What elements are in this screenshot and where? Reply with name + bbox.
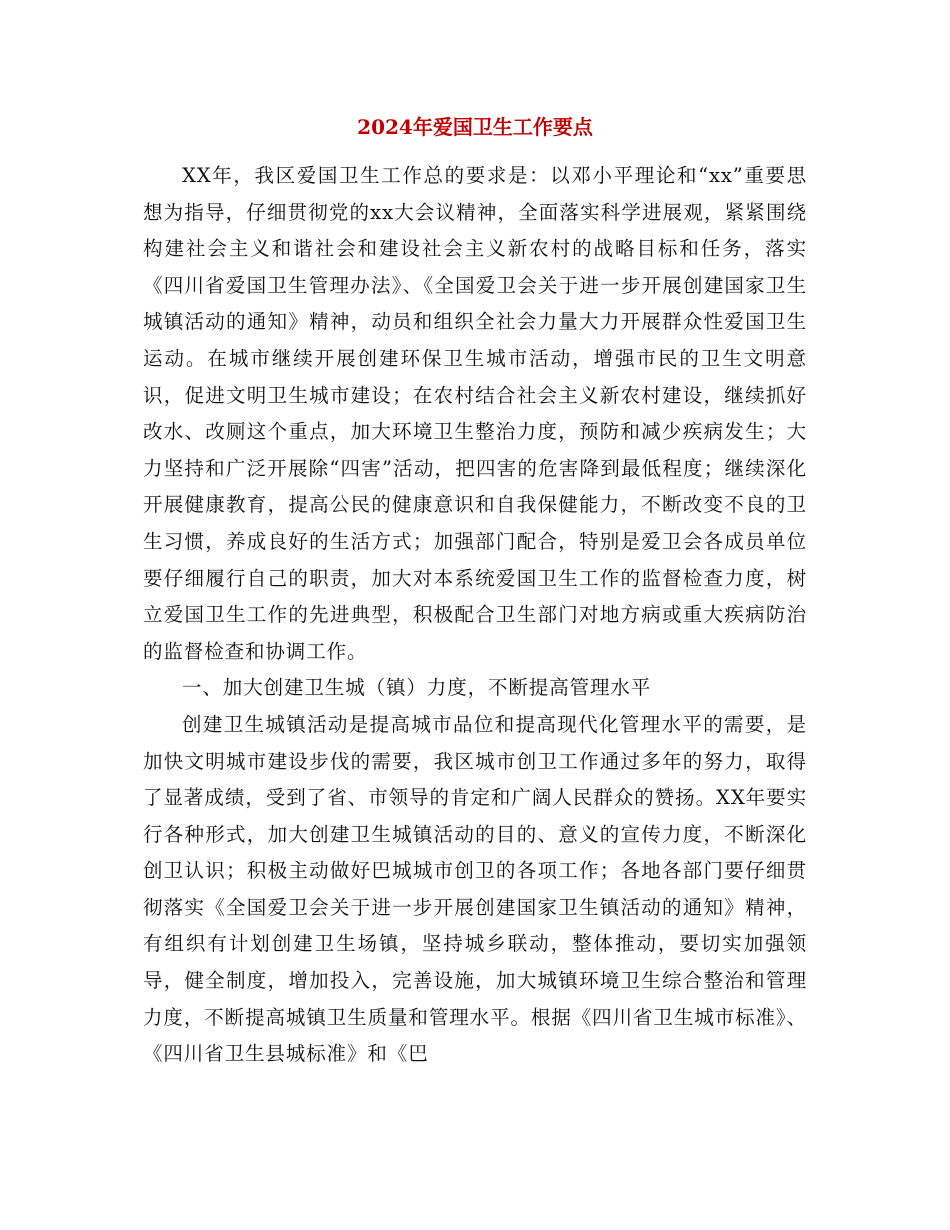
document-title: 2024年爱国卫生工作要点 [357, 115, 593, 139]
section-heading-1: 一、加大创建卫生城（镇）力度，不断提高管理水平 [182, 676, 652, 700]
section-1-paragraph: 创建卫生城镇活动是提高城市品位和提高现代化管理水平的需要，是加快文明城市建设步伐的需要，我区城市创卫工作通过多年的努力，取得了显著成绩，受到了省、市领导的肯定和广阔人民群众的赞扬。XX年要实行各种形式，加大创建卫生城镇活动的目的、意义的宣传力度，不断深化创卫认识；积极主动做好巴城城市创卫的各项工作；各地各部门要仔细贯彻落实《全国爱卫会关于进一步开展创建国家卫生镇活动的通知》精神，有组织有计划创建卫生场镇，坚持城乡联动，整体推动，要切实加强领导，健全制度，增加投入，完善设施，加大城镇环境卫生综合整治和管理力度，不断提高城镇卫生质量和管理水平。根据《四川省卫生城市标准》、《四川省卫生县城标准》和《巴 [143, 712, 807, 1066]
document-body [143, 158, 807, 1073]
intro-paragraph: XX年，我区爱国卫生工作总的要求是：以邓小平理论和“xx”重要思想为指导，仔细贯彻党的xx大会议精神，全面落实科学进展观，紧紧围绕构建社会主义和谐社会和建设社会主义新农村的战略目标和任务，落实《四川省爱国卫生管理办法》、《全国爱卫会关于进一步开展创建国家卫生城镇活动的通知》精神，动员和组织全社会力量大力开展群众性爱国卫生运动。在城市继续开展创建环保卫生城市活动，增强市民的卫生文明意识，促进文明卫生城市建设；在农村结合社会主义新农村建设，继续抓好改水、改厕这个重点，加大环境卫生整治力度，预防和减少疾病发生；大力坚持和广泛开展除“四害”活动，把四害的危害降到最低程度；继续深化开展健康教育，提高公民的健康意识和自我保健能力，不断改变不良的卫生习惯，养成良好的生活方式；加强部门配合，特别是爱卫会各成员单位要仔细履行自己的职责，加大对本系统爱国卫生工作的监督检查力度，树立爱国卫生工作的先进典型，积极配合卫生部门对地方病或重大疾病防治的监督检查和协调工作。 [143, 164, 807, 663]
